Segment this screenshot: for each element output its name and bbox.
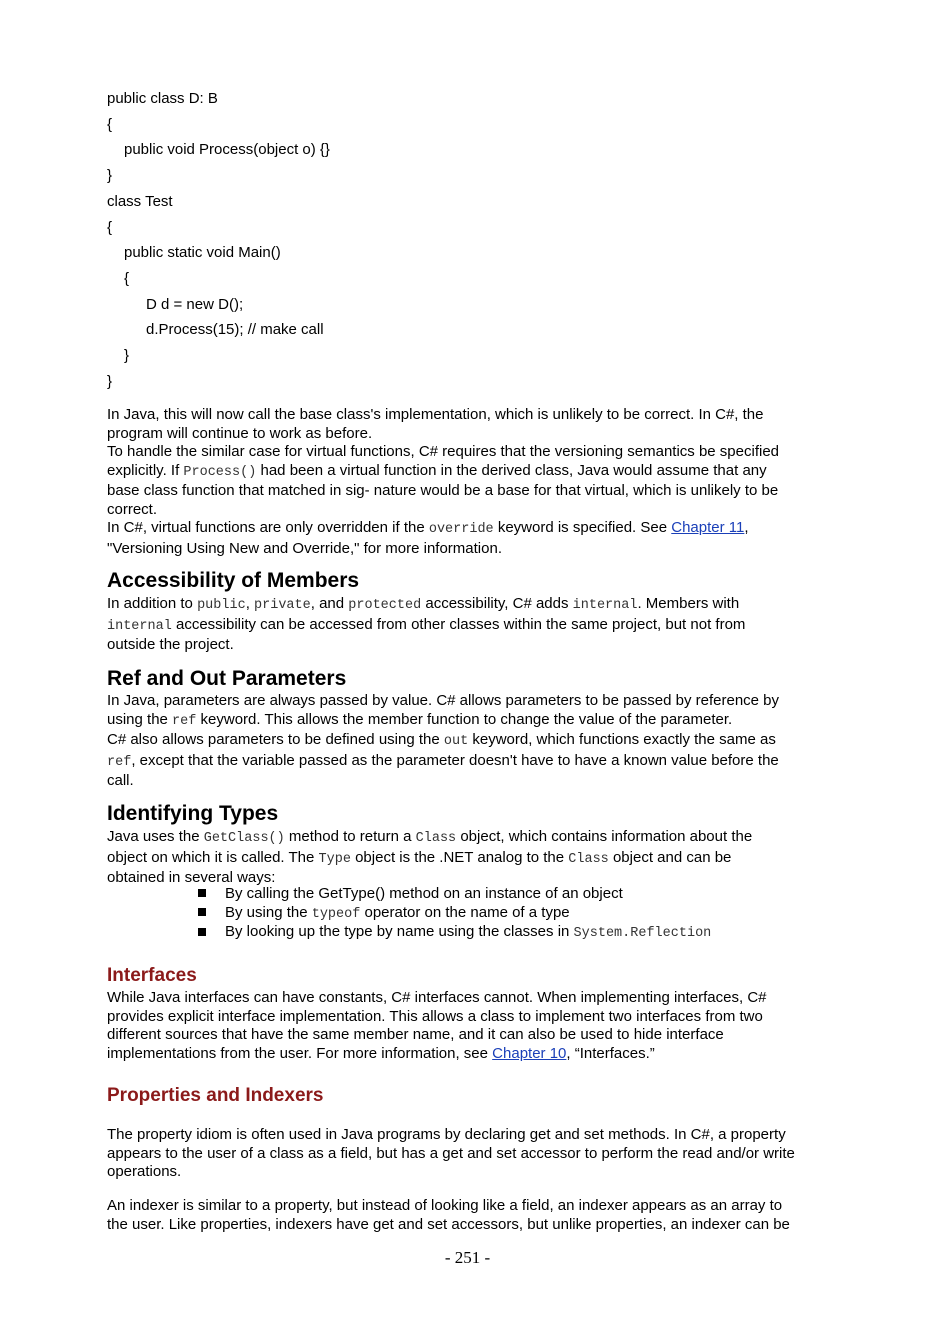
bullet-marker	[198, 908, 206, 916]
code-line: class Test	[107, 193, 173, 210]
code-line: d.Process(15); // make call	[146, 321, 324, 338]
code-line: D d = new D();	[146, 296, 244, 313]
paragraph: The property idiom is often used in Java programs by declaring get and set methods. In C#, a property appears to the user of a class as a field, but has a get and set accessor to perform the read and/or write operations.	[107, 1126, 795, 1180]
code-line: {	[124, 270, 130, 287]
code-line: public static void Main()	[124, 244, 281, 261]
paragraph: While Java interfaces can have constants, C# interfaces cannot. When implementing interfaces, C# provides explicit interface implementation. This allows a class to implement two interfaces from two different sources that have the same member name, and it can also be used to hide interface implementations from the user. For more information, see Chapter 10, “Interfaces.”	[107, 989, 767, 1062]
section-heading: Ref and Out Parameters	[107, 667, 347, 690]
subsection-heading: Properties and Indexers	[107, 1085, 324, 1106]
paragraph: In Java, parameters are always passed by value. C# allows parameters to be passed by reference by using the ref keyword. This allows the member function to change the value of the parameter. C# also allows parameters to be defined using the out keyword, which functions exactly the same as ref, except that the variable passed as the parameter doesn't have to have a known value before the call.	[107, 692, 780, 789]
code-line: public class D: B	[107, 90, 218, 107]
code-line: }	[107, 167, 113, 184]
code-line: public void Process(object o) {}	[124, 141, 330, 158]
code-line: }	[124, 347, 130, 364]
code-line: {	[107, 116, 113, 133]
chapter-10-link[interactable]: Chapter 10	[492, 1044, 567, 1062]
section-heading: Accessibility of Members	[107, 569, 360, 592]
subsection-heading: Interfaces	[107, 965, 197, 986]
code-line: }	[107, 373, 113, 390]
list-item: By looking up the type by name using the classes in System.Reflection	[225, 923, 712, 941]
list-item: By using the typeof operator on the name of a type	[225, 904, 570, 922]
page-number: - 251 -	[444, 1248, 491, 1267]
paragraph: In addition to public, private, and protected accessibility, C# adds internal. Members with internal accessibility can be accessed from other classes within the same project, but not from outside the project.	[107, 595, 746, 653]
chapter-11-link[interactable]: Chapter 11	[671, 519, 745, 536]
paragraph: In Java, this will now call the base class's implementation, which is unlikely to be correct. In C#, the program will continue to work as before. To handle the similar case for virtual functions, C# requires that the versioning semantics be specified explicitly. If Process() had been a virtual function in the derived class, Java would assume that any base class function that matched in sig- nature would be a base for that virtual, which is unlikely to be correct. In C#, virtual functions are only overridden if the override keyword is specified. See Chapter 11, "Versioning Using New and Override," for more information.	[107, 406, 780, 557]
list-item: By calling the GetType() method on an instance of an object	[225, 885, 623, 902]
bullet-marker	[198, 928, 206, 936]
bullet-marker	[198, 889, 206, 897]
paragraph: Java uses the GetClass() method to return a Class object, which contains information about the object on which it is called. The Type object is the .NET analog to the Class object and can be obtained in several ways:	[107, 828, 753, 886]
paragraph: An indexer is similar to a property, but instead of looking like a field, an indexer appears as an array to the user. Like properties, indexers have get and set accessors, but unlike properties, an indexer can be	[107, 1197, 790, 1233]
code-line: {	[107, 219, 113, 236]
section-heading: Identifying Types	[107, 802, 279, 825]
